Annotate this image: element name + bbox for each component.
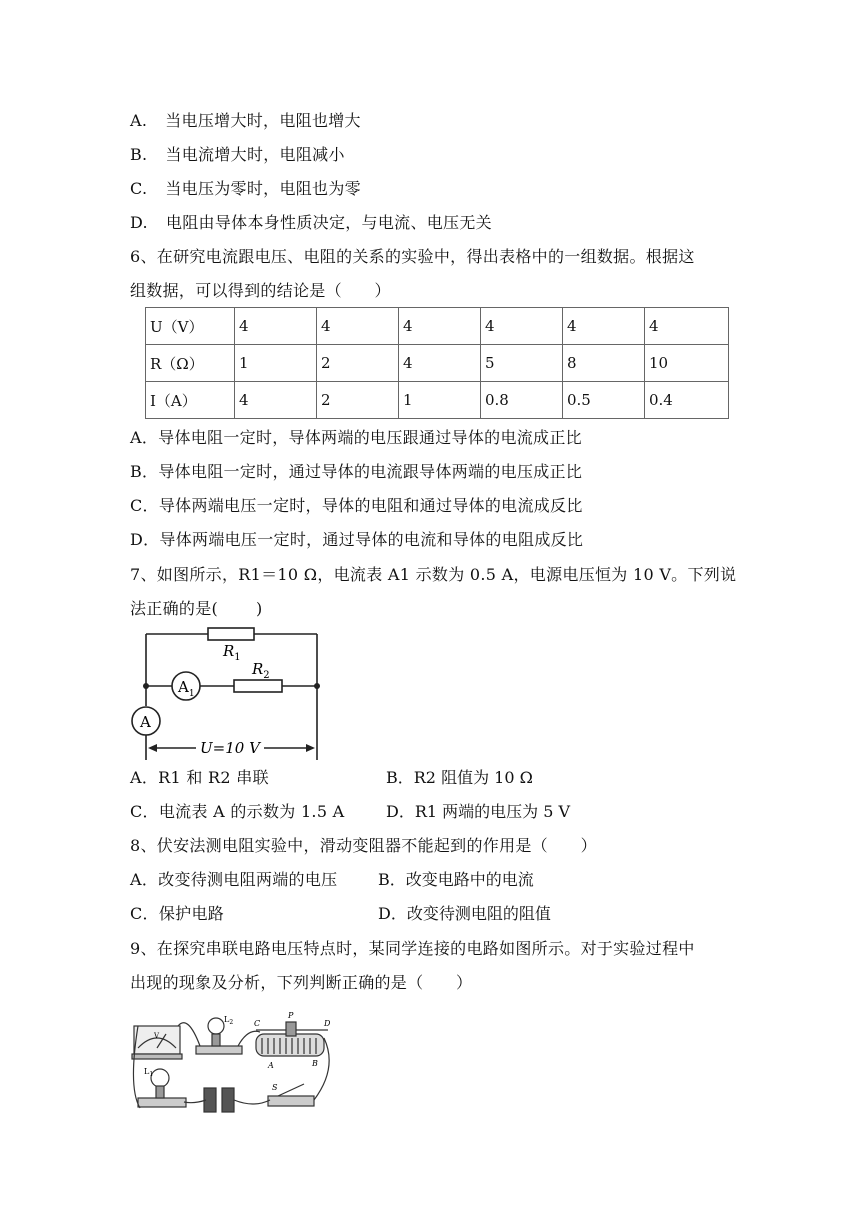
table-cell: R（Ω） [146, 345, 235, 382]
junction-dot [314, 683, 320, 689]
table-cell: 1 [235, 345, 317, 382]
option-text: 当电压增大时，电阻也增大 [165, 111, 361, 130]
rheostat-icon [256, 1022, 328, 1056]
table-cell: 8 [563, 345, 645, 382]
q5-option-d [130, 212, 492, 234]
battery-icon [204, 1088, 234, 1112]
l1-label: $L_1$ [144, 1067, 154, 1078]
option-letter: D. [130, 213, 148, 232]
p-label: P [288, 1011, 294, 1020]
q9-circuit-photo [128, 1008, 338, 1118]
table-cell: 4 [399, 308, 481, 345]
table-cell: 4 [481, 308, 563, 345]
table-cell: 4 [645, 308, 729, 345]
voltage-label: U=10 V [200, 739, 260, 757]
q7-stem-line1: 7、如图所示，R1＝10 Ω，电流表 A1 示数为 0.5 A，电源电压恒为 10 V。下列说 [130, 565, 737, 584]
table-cell: 1 [399, 382, 481, 419]
q5-option-a [130, 110, 361, 132]
table-cell: 0.8 [481, 382, 563, 419]
a-terminal-label: A [268, 1061, 274, 1070]
q8-option-a: A．改变待测电阻两端的电压 [130, 870, 338, 889]
q6-option-d: D．导体两端电压一定时，通过导体的电流和导体的电阻成反比 [130, 530, 584, 549]
q7-option-c: C．电流表 A 的示数为 1.5 A [130, 802, 345, 821]
option-text: 电阻由导体本身性质决定，与电流、电压无关 [165, 213, 492, 232]
r2-label: $R_2$ [252, 660, 270, 681]
junction-dot [143, 683, 149, 689]
option-text: 当电流增大时，电阻减小 [165, 145, 345, 164]
table-cell: 4 [235, 308, 317, 345]
q6-option-b: B．导体电阻一定时，通过导体的电流跟导体两端的电压成正比 [130, 462, 583, 481]
s-label: S [272, 1083, 278, 1092]
q8-stem: 8、伏安法测电阻实验中，滑动变阻器不能起到的作用是（ ） [130, 836, 597, 855]
r1-label: $R_1$ [223, 642, 241, 663]
voltmeter-icon [132, 1026, 182, 1059]
option-letter: A. [130, 111, 148, 130]
bulb-l2-icon [196, 1018, 242, 1054]
q7-option-b: B．R2 阻值为 10 Ω [386, 768, 533, 787]
q7-option-a: A．R1 和 R2 串联 [130, 768, 269, 787]
option-text: 当电压为零时，电阻也为零 [165, 179, 361, 198]
table-row [146, 382, 729, 419]
q6-option-c: C．导体两端电压一定时，导体的电阻和通过导体的电流成反比 [130, 496, 583, 515]
table-cell: U（V） [146, 308, 235, 345]
q7-circuit-diagram [128, 626, 328, 762]
table-cell: 10 [645, 345, 729, 382]
table-cell: 0.5 [563, 382, 645, 419]
table-cell: 4 [563, 308, 645, 345]
option-letter: C. [130, 179, 148, 198]
q9-stem-line2: 出现的现象及分析，下列判断正确的是（ ） [130, 973, 473, 992]
q5-option-c [130, 178, 361, 200]
q8-option-b: B．改变电路中的电流 [378, 870, 534, 889]
d-label: D [324, 1019, 331, 1028]
table-cell: 4 [317, 308, 399, 345]
table-cell: 2 [317, 345, 399, 382]
arrow-left-icon [148, 744, 157, 752]
q8-option-d: D．改变待测电阻的阻值 [378, 904, 551, 923]
table-cell: 0.4 [645, 382, 729, 419]
v-label: V [154, 1032, 160, 1040]
a1-label: $A_1$ [178, 678, 195, 699]
table-row [146, 308, 729, 345]
l2-label: $L_2$ [224, 1015, 234, 1026]
q7-stem-line2: 法正确的是( ) [130, 599, 263, 618]
q7-option-d: D．R1 两端的电压为 5 V [386, 802, 571, 821]
q6-stem-line2: 组数据，可以得到的结论是（ ） [130, 281, 391, 300]
q8-option-c: C．保护电路 [130, 904, 225, 923]
q9-stem-line1: 9、在探究串联电路电压特点时，某同学连接的电路如图所示。对于实验过程中 [130, 939, 695, 958]
q6-data-table [145, 307, 729, 419]
table-cell: 4 [235, 382, 317, 419]
a-label: A [140, 713, 151, 731]
table-cell: 2 [317, 382, 399, 419]
q5-option-b [130, 144, 345, 166]
table-cell: 4 [399, 345, 481, 382]
arrow-right-icon [306, 744, 315, 752]
b-terminal-label: B [312, 1059, 318, 1068]
q6-option-a: A．导体电阻一定时，导体两端的电压跟通过导体的电流成正比 [130, 428, 582, 447]
option-letter: B. [130, 145, 148, 164]
q6-stem-line1: 6、在研究电流跟电压、电阻的关系的实验中，得出表格中的一组数据。根据这 [130, 247, 695, 266]
table-cell: 5 [481, 345, 563, 382]
table-cell: I（A） [146, 382, 235, 419]
table-row [146, 345, 729, 382]
c-label: C [254, 1019, 261, 1028]
